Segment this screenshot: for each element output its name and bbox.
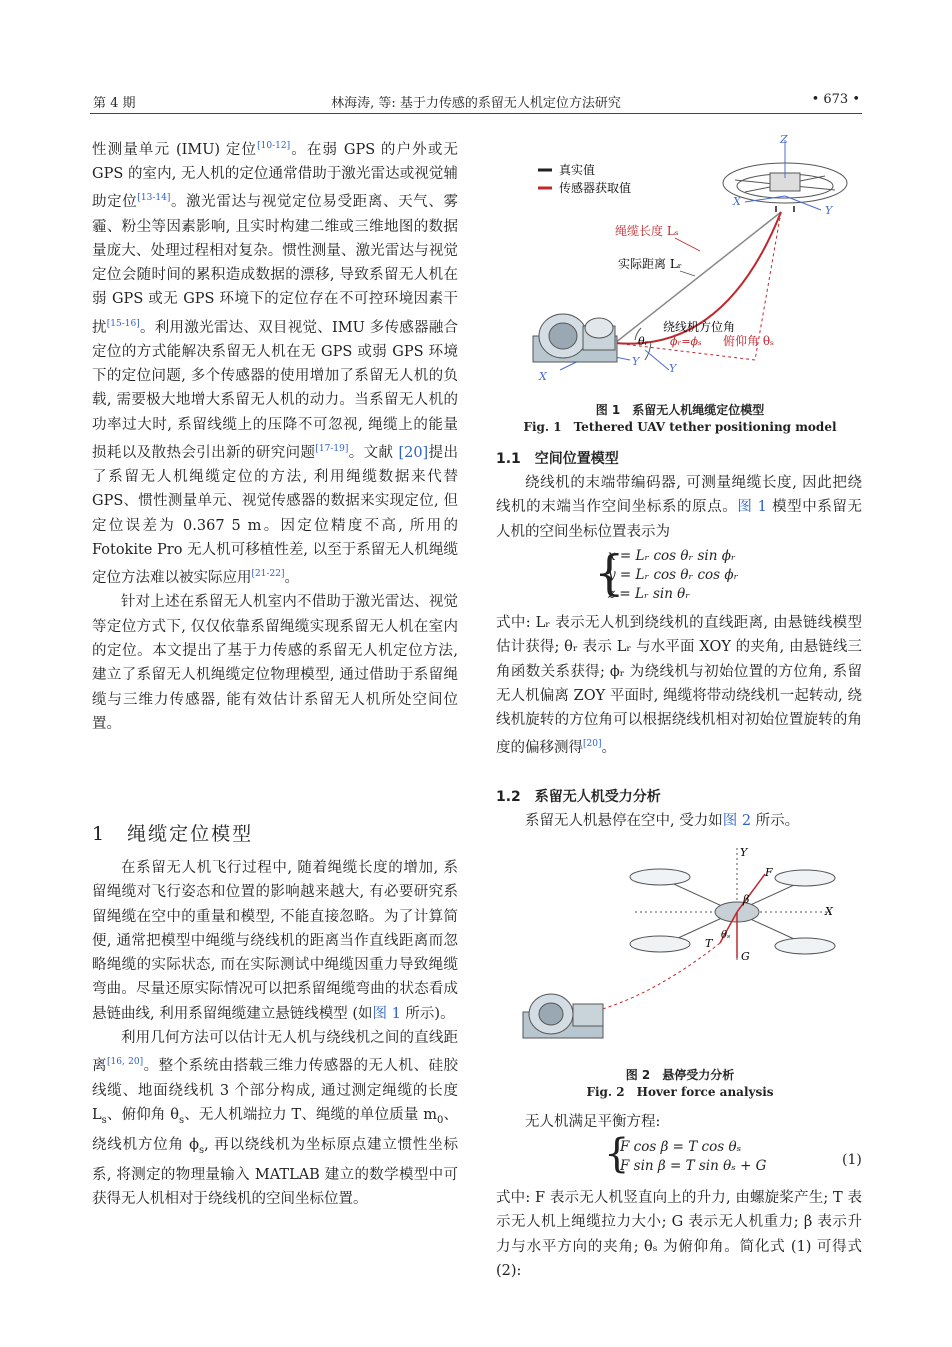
right-col-a [496,471,862,544]
subscript: s [199,1144,205,1156]
svg-text:X: X [825,905,833,918]
text-run: 绕线机的末端带编码器, 可测量绳缆长度, 因此把绕线机的末端当作空间坐标系的原点。 [496,475,862,516]
label-distance: 实际距离 Lᵣ [618,257,682,271]
citation-link[interactable]: [15-16] [106,318,140,329]
subscript: s [178,1114,185,1126]
text-run: 。文献 [348,444,399,461]
cross-ref-link[interactable]: [20] [398,444,429,461]
text-run: 无人机满足平衡方程: [525,1114,661,1130]
citation-link[interactable]: [17-19] [315,444,349,455]
right-col-c [496,809,862,833]
paragraph [92,134,458,590]
legend-true: 真实值 [559,163,596,177]
figure-2 [515,840,845,1058]
paragraph [496,611,862,761]
right-col-b [496,611,862,761]
text-run: 。利用激光雷达、双目视觉、IMU 多传感器融合定位的方式能解决系留无人机在无 GPS 或弱 GPS 环境下的定位问题, 多个传感器的使用增加了系留无人机的负载, 需要极大地增大系留无人机的动力。当系留无人机的功率过大时, 系留线缆上的压降不可忽视, 绳缆上的能量损耗以及散热会引出新的研究问题 [92,319,459,461]
figure-2-caption: 图 2 悬停受力分析 Fig. 2 Hover force analysis [586,1068,774,1099]
text-run: 系留无人机悬停在空中, 受力如 [525,813,723,829]
text-run: 、绕线机方位角 ϕ [92,1106,459,1153]
paragraph [496,1186,862,1283]
text-run: 。整个系统由搭载三维力传感器的无人机、硅胶线缆、地面绕线机 3 个部分构成, 通过测定绳缆的长度 L [92,1058,459,1123]
text-run: 、俯仰角 θ [106,1106,179,1123]
paragraph [92,590,458,736]
svg-text:Z: Z [780,133,788,146]
svg-text:G: G [741,950,750,963]
text-run: 。 [284,570,299,587]
text-run: 、无人机端拉力 T、绳缆的单位质量 m [184,1106,437,1123]
text-run: 利用几何方法可以估计无人机与绕线机之间的直线距离 [92,1030,458,1075]
left-col-top [92,134,458,736]
citation-link[interactable]: [20] [583,739,602,750]
subsection-1-1: 1.1 空间位置模型 [496,451,619,467]
paragraph [92,856,458,1026]
right-col-d [496,1110,862,1134]
legend-sensor: 传感器获取值 [559,181,632,195]
svg-text:Y: Y [825,204,833,217]
text-run: 式中: F 表示无人机竖直向上的升力, 由螺旋桨产生; T 表示无人机上绳缆拉力大小; G 表示无人机重力; β 表示升力与水平方向的夹角; θₛ 为俯仰角。简化式 (1) 可得式 (2): [496,1190,862,1279]
svg-text:Y: Y [740,846,748,859]
text-run: 式中: Lᵣ 表示无人机到绕线机的直线距离, 由悬链线模型估计获得; θᵣ 表示 Lᵣ 与水平面 XOY 的夹角, 由悬链线三角函数关系获得; ϕᵣ 为绕线机与初始位置的方位角, 系留无人机偏离 ZOY 平面时, 绳缆将带动绕线机一起转动, 绕线机旋转的方位角可以根据绕线机相对初始位置旋转的角度的偏移测得 [496,615,862,757]
text-run: 针对上述在系留无人机室内不借助于激光雷达、视觉等定位方式下, 仅仅依靠系留绳缆实现系留无人机在室内的定位。本文提出了基于力传感的系留无人机定位方法, 建立了系留无人机绳缆定位物理模型, 通过借助于系留绳缆与三维力传感器, 能有效估计系留无人机所处空间位置。 [92,594,458,732]
text-run: 在系留无人机飞行过程中, 随着绳缆长度的增加, 系留绳缆对飞行姿态和位置的影响越来越大, 有必要研究系留绳缆在空中的重量和模型, 不能直接忽略。为了计算简便, 通常把模型中绳缆与绕线机的距离当作直线距离而忽略绳缆的实际状态, 而在实际测试中绳缆因重力导致绳缆弯曲。尽量还原实际情况可以把系留绳缆弯曲的状态看成悬链曲线, 利用系留绳缆建立悬链线模型 (如 [92,860,458,1022]
page-number: • 673 • [811,92,860,107]
label-length: 绳缆长度 Lₛ [615,224,679,238]
equation-position: { x = Lᵣ cos θᵣ sin ϕᵣ y = Lᵣ cos θᵣ cos ϕᵣ z = Lᵣ sin θᵣ [594,545,739,602]
figure-1-caption: 图 1 系留无人机绳缆定位模型 Fig. 1 Tethered UAV tether positioning model [523,403,837,434]
svg-text:X: X [539,370,547,383]
equation-balance: { F cos β = T cos θₛ F sin β = T sin θₛ + G [604,1131,767,1177]
winch-icon [523,994,603,1038]
label-pitch: 俯仰角 θₛ [723,334,775,348]
text-run: 性测量单元 (IMU) 定位 [92,141,258,158]
text-run: 所示)。 [400,1005,455,1022]
cross-ref-link[interactable]: 图 2 [722,813,752,829]
label-phi: ϕᵣ=ϕₛ [670,335,702,348]
svg-text:T: T [705,937,713,950]
citation-link[interactable]: [13-14] [137,193,171,204]
subsection-1-2: 1.2 系留无人机受力分析 [496,789,661,805]
paragraph [496,471,862,544]
header-issue: 第 4 期 [93,96,136,111]
text-run: 。 [601,740,616,757]
equation-number: (1) [842,1152,862,1168]
text-run: , 再以绕线机为坐标原点建立惯性坐标系, 将测定的物理量输入 MATLAB 建立的数学模型中可获得无人机相对于绕线机的空间坐标位置。 [92,1136,458,1208]
figure-1 [495,128,865,398]
left-col-bottom [92,856,458,1212]
label-theta-r: θᵣ [638,335,649,348]
svg-text:Y: Y [632,355,640,368]
paragraph [496,809,862,833]
text-run: 提出了系留无人机绳缆定位的方法, 利用绳缆数据来代替 GPS、惯性测量单元、视觉传感器的数据来实现定位, 但定位误差为 0.367 5 m。因定位精度不高, 所用的 Fotokite Pro 无人机可移植性差, 以至于系留无人机绳缆定位方法难以被实际应用 [92,444,459,587]
text-run: 所示。 [751,813,800,829]
paragraph [92,1026,458,1212]
right-col-e [496,1186,862,1283]
text-run: 。激光雷达与视觉定位易受距离、天气、雾霾、粉尘等因素影响, 且实时构建二维或三维地图的数据量庞大、处理过程相对复杂。惯性测量、激光雷达与视觉定位会随时间的累积造成数据的漂移, 导致系留无人机在弱 GPS 或无 GPS 环境下的定位存在不可控环境因素干扰 [92,194,459,336]
subscript: 0 [436,1114,444,1126]
citation-link[interactable]: [10-12] [257,141,291,151]
svg-text:F: F [765,866,773,879]
text-run: 。在弱 GPS 的户外或无 GPS 的室内, 无人机的定位通常借助于激光雷达或视觉辅助定位 [92,141,458,211]
text-run: 模型中系留无人机的空间坐标位置表示为 [496,499,863,540]
svg-text:Y: Y [669,362,677,375]
running-title: 林海涛, 等: 基于力传感的系留无人机定位方法研究 [331,96,621,111]
svg-text:X: X [733,195,741,208]
section-heading: 1 绳缆定位模型 [92,823,254,845]
label-azimuth: 绕线机方位角 [663,320,736,334]
paragraph [496,1110,862,1134]
header-rule [90,113,862,114]
svg-text:θₛ: θₛ [721,930,731,941]
subscript: s [101,1114,107,1126]
citation-link[interactable]: [21-22] [251,569,285,580]
citation-link[interactable]: [16, 20] [107,1057,144,1068]
winch-icon [533,314,617,362]
cross-ref-link[interactable]: 图 1 [372,1005,401,1022]
svg-text:β: β [743,893,750,906]
cross-ref-link[interactable]: 图 1 [737,499,767,516]
